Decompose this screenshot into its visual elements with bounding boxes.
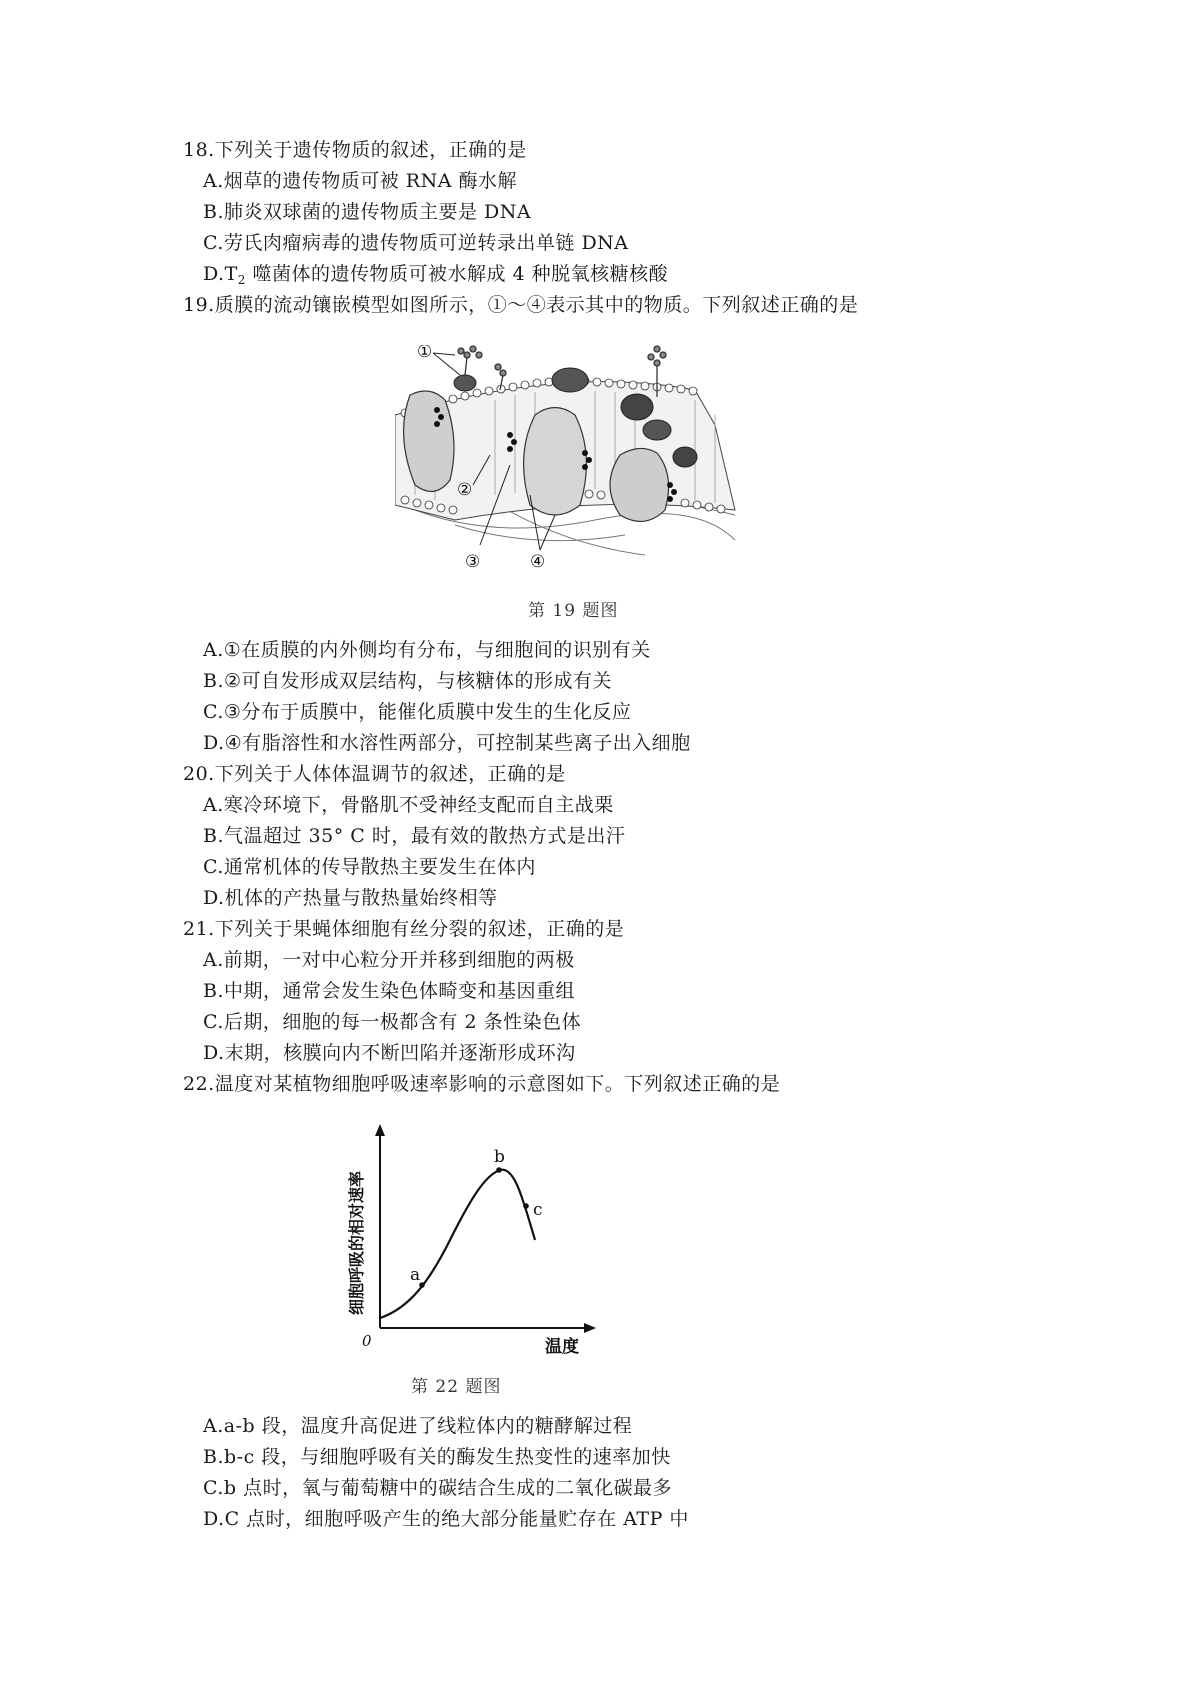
question-21-option-c: C.后期，细胞的每一极都含有 2 条性染色体 xyxy=(203,1011,582,1033)
question-18-option-b: B.肺炎双球菌的遗传物质主要是 DNA xyxy=(203,201,532,223)
option-d-subscript: 2 xyxy=(237,273,246,287)
question-20-option-a: A.寒冷环境下，骨骼肌不受神经支配而自主战栗 xyxy=(203,794,614,816)
point-a-label: a xyxy=(410,1265,421,1285)
question-20-stem: 20.下列关于人体体温调节的叙述，正确的是 xyxy=(183,763,566,785)
question-21-option-a: A.前期，一对中心粒分开并移到细胞的两极 xyxy=(203,949,575,971)
question-22-option-a: A.a-b 段，温度升高促进了线粒体内的糖酵解过程 xyxy=(203,1415,633,1437)
question-18-option-a: A.烟草的遗传物质可被 RNA 酶水解 xyxy=(203,170,517,192)
question-21-option-d: D.末期，核膜向内不断凹陷并逐渐形成环沟 xyxy=(203,1042,576,1064)
origin-label: 0 xyxy=(362,1332,372,1350)
question-19-option-a: A.①在质膜的内外侧均有分布，与细胞间的识别有关 xyxy=(203,639,651,661)
label-1: ① xyxy=(417,345,433,362)
point-c-label: c xyxy=(533,1200,543,1220)
question-22-option-b: B.b-c 段，与细胞呼吸有关的酶发生热变性的速率加快 xyxy=(203,1446,671,1468)
label-3: ③ xyxy=(465,552,481,572)
point-c xyxy=(523,1203,529,1209)
question-19-option-b: B.②可自发形成双层结构，与核糖体的形成有关 xyxy=(203,670,613,692)
rate-curve xyxy=(380,1170,535,1318)
question-20-option-d: D.机体的产热量与散热量始终相等 xyxy=(203,887,498,909)
x-axis-label: 温度 xyxy=(545,1337,579,1357)
question-20-option-b: B.气温超过 35° C 时，最有效的散热方式是出汗 xyxy=(203,825,626,847)
question-19-stem: 19.质膜的流动镶嵌模型如图所示，①～④表示其中的物质。下列叙述正确的是 xyxy=(183,294,859,316)
respiration-rate-chart xyxy=(340,1120,620,1360)
y-axis-label: 细胞呼吸的相对速率 xyxy=(347,1170,366,1315)
label-2: ② xyxy=(457,480,473,500)
membrane-figure xyxy=(395,345,745,585)
question-20-option-c: C.通常机体的传导散热主要发生在体内 xyxy=(203,856,536,878)
question-19-option-c: C.③分布于质膜中，能催化质膜中发生的生化反应 xyxy=(203,701,632,723)
option-d-suffix: 噬菌体的遗传物质可被水解成 4 种脱氧核糖核酸 xyxy=(245,263,669,285)
figure-22-caption: 第 22 题图 xyxy=(411,1377,502,1397)
question-21-option-b: B.中期，通常会发生染色体畸变和基因重组 xyxy=(203,980,576,1002)
question-22-option-c: C.b 点时，氧与葡萄糖中的碳结合生成的二氧化碳最多 xyxy=(203,1477,673,1499)
question-18-option-c: C.劳氏肉瘤病毒的遗传物质可逆转录出单链 DNA xyxy=(203,232,629,254)
option-d-prefix: D.T xyxy=(203,263,238,285)
question-18-stem: 18.下列关于遗传物质的叙述，正确的是 xyxy=(183,139,527,161)
question-22-option-d: D.C 点时，细胞呼吸产生的绝大部分能量贮存在 ATP 中 xyxy=(203,1508,689,1530)
question-18-option-d xyxy=(203,261,668,293)
question-21-stem: 21.下列关于果蝇体细胞有丝分裂的叙述，正确的是 xyxy=(183,918,625,940)
point-b xyxy=(496,1167,502,1173)
figure-19-caption: 第 19 题图 xyxy=(528,601,619,621)
question-19-option-d: D.④有脂溶性和水溶性两部分，可控制某些离子出入细胞 xyxy=(203,732,691,754)
label-4: ④ xyxy=(530,552,546,572)
point-b-label: b xyxy=(494,1147,505,1167)
question-22-stem: 22.温度对某植物细胞呼吸速率影响的示意图如下。下列叙述正确的是 xyxy=(183,1073,781,1095)
